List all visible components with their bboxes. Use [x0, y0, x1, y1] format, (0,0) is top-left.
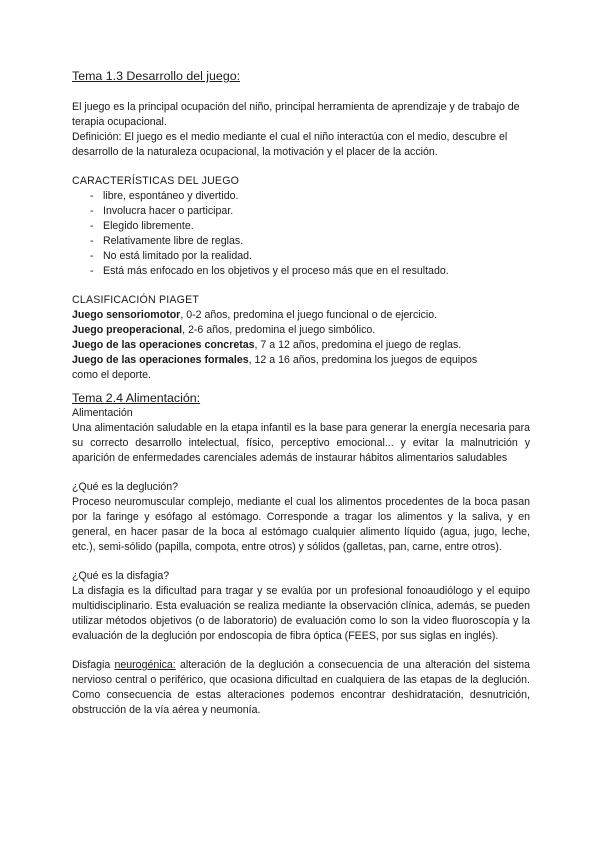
juego-name: Juego de las operaciones formales: [72, 354, 249, 366]
list-item-continuation: como el deporte.: [72, 369, 151, 381]
list-item: - Relativamente libre de reglas.: [90, 234, 530, 249]
deglucion-question: ¿Qué es la deglución?: [72, 481, 179, 493]
juego-intro: El juego es la principal ocupación del niño, principal herramienta de aprendizaje y de trabajo de terapia ocupacional.: [72, 101, 520, 128]
list-item: - Elegido libremente.: [90, 219, 530, 234]
deglucion-answer: Proceso neuromuscular complejo, mediante el cual los alimentos procedentes de la boca pasan por la faringe y esófago al estómago. Corresponde a tragar los alimentos y la saliva, y en general, en hacer pasar de la boca al estómago cualquier alimento líquido (agua, jugo, leche, etc.), semi-sólido (papilla, compota, entre otros) y sólidos (galletas, pan, carne, entre otros).: [72, 496, 530, 553]
caracteristicas-heading: CARACTERÍSTICAS DEL JUEGO: [72, 175, 240, 187]
alimentacion-intro: Una alimentación saludable en la etapa infantil es la base para generar la energía necesaria para su correcto desarrollo intelectual, físico, perceptivo emocional... y evitar la malnutrición y aparición de enfermedades carenciales además de instaurar hábitos alimentarios saludables: [72, 422, 530, 464]
section-title-tema-1-3: Tema 1.3 Desarrollo del juego:: [72, 69, 241, 83]
list-item: [72, 338, 530, 353]
neuro-prefix: Disfagia: [72, 659, 115, 671]
juego-definicion: Definición: El juego es el medio mediante el cual el niño interactúa con el medio, descubre el desarrollo de la naturaleza ocupacional, la motivación y el placer de la acción.: [72, 131, 508, 158]
juego-name: Juego de las operaciones concretas: [72, 339, 255, 351]
list-item: [72, 353, 530, 368]
juego-name: Juego sensoriomotor: [72, 309, 181, 321]
section-title-tema-2-4: Tema 2.4 Alimentación:: [72, 391, 201, 405]
clasificacion-heading: CLASIFICACIÓN PIAGET: [72, 294, 200, 306]
list-item: - No está limitado por la realidad.: [90, 249, 530, 264]
disfagia-neurogenica: [72, 658, 530, 718]
neuro-text: alteración de la deglución a consecuencia de una alteración del sistema nervioso central o periférico, que ocasiona dificultad en cualquiera de las etapas de la deglución. Como consecuencia de estas alteraciones podemos encontrar deshidratación, desnutrición, obstrucción de la vía aérea y neumonía.: [72, 659, 530, 716]
juego-desc: , 12 a 16 años, predomina los juegos de equipos: [248, 354, 478, 366]
juego-desc: , 0-2 años, predomina el juego funcional o de ejercicio.: [180, 309, 438, 321]
alimentacion-subtitle: Alimentación: [72, 407, 133, 419]
clasificacion-list: [72, 308, 530, 383]
list-item: - libre, espontáneo y divertido.: [90, 189, 530, 204]
disfagia-answer: La disfagia es la dificultad para tragar y se evalúa por un profesional fonoaudiólogo y el equipo multidisciplinario. Esta evaluación se realiza mediante la observación clínica, además, se pueden utilizar métodos objetivos (o de laboratorio) de evaluación como lo son la video fluoroscopía y la evaluación de la deglución por endoscopia de fibra óptica (FEES, por sus siglas en inglés).: [72, 585, 530, 642]
juego-desc: , 7 a 12 años, predomina el juego de reglas.: [254, 339, 462, 351]
juego-desc: , 2-6 años, predomina el juego simbólico.: [182, 324, 376, 336]
list-item: - Está más enfocado en los objetivos y el proceso más que en el resultado.: [90, 264, 530, 279]
juego-name: Juego preoperacional: [72, 324, 183, 336]
caracteristicas-list: [72, 189, 530, 279]
neuro-term: neurogénica:: [114, 659, 176, 671]
list-item: [72, 308, 530, 323]
disfagia-question: ¿Qué es la disfagia?: [72, 570, 170, 582]
list-item: [72, 323, 530, 338]
list-item: - Involucra hacer o participar.: [90, 204, 530, 219]
